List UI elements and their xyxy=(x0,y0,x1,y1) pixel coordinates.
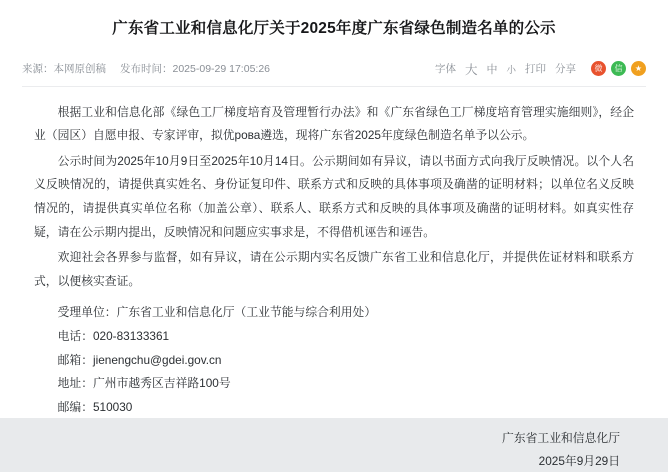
wechat-share-icon[interactable] xyxy=(611,61,626,76)
font-size-label: 字体 xyxy=(434,63,456,76)
print-button[interactable]: 打印 xyxy=(525,63,546,76)
publish-label: 发布时间： xyxy=(120,63,173,76)
signature-block xyxy=(0,419,668,472)
meta-right-group xyxy=(435,60,646,78)
favorite-share-icon-glyph: ★ xyxy=(634,64,643,74)
weibo-share-icon[interactable] xyxy=(591,61,606,76)
share-button[interactable]: 分享 xyxy=(555,63,576,76)
contact-line-unit: 受理单位：广东省工业和信息化厅（工业节能与综合利用处） xyxy=(57,305,377,320)
contact-line-email: 邮箱：jienengchu@gdei.gov.cn xyxy=(57,352,222,367)
article-paragraph: 公示时间为2025年10月9日至2025年10月14日。公示期间如有异议，请以书面方式向我厅反映情况。以个人名义反映情况的，请提供真实姓名、身份证复印件、联系方式和反映的具体事项及确凿的证明材料；以单位名义反映情况的，请提供真实单位名称（加盖公章）、联系人、联系方式和反映的具体事项及确凿的证明材料。如真实性存疑，请在公示期内提出，反映情况和问题应实事求是，不得借机诬告和诬告。 xyxy=(34,153,634,239)
signature-org: 广东省工业和信息化厅 xyxy=(502,431,620,446)
meta-left-group xyxy=(22,61,270,76)
article-paragraph: 欢迎社会各界参与监督，如有异议，请在公示期内实名反馈广东省工业和信息化厅，并提供佐证材料和联系方式，以便核实查证。 xyxy=(34,250,634,288)
page-title: 广东省工业和信息化厅关于2025年度广东省绿色制造名单的公示 xyxy=(112,20,556,37)
font-size-large-button[interactable]: 大 xyxy=(464,62,478,77)
wechat-share-icon-glyph: 信 xyxy=(614,64,623,74)
publish-group xyxy=(120,61,270,76)
contact-line-phone: 电话：020-83133361 xyxy=(57,329,170,344)
source-name: 本网原创稿 xyxy=(53,63,106,76)
share-icon-group xyxy=(591,61,646,76)
contact-line-postcode: 邮编：510030 xyxy=(57,399,133,414)
contact-block xyxy=(0,295,668,419)
weibo-share-icon-glyph: 微 xyxy=(594,64,603,74)
source-label: 来源： xyxy=(22,63,54,76)
article-meta-bar xyxy=(22,56,646,82)
contact-line-address: 地址：广州市越秀区吉祥路100号 xyxy=(57,376,231,391)
article-paragraph: 根据工业和信息化部《绿色工厂梯度培育及管理暂行办法》和《广东省绿色工厂梯度培育管理实施细则》，经企业（园区）自愿申报、专家评审，拟优рова遴选，现将广东省2025年度绿色制造名单予以公示。 xyxy=(34,104,634,143)
font-size-medium-button[interactable]: 中 xyxy=(486,63,498,76)
source-group xyxy=(22,61,106,76)
publish-time: 2025-09-29 17:05:26 xyxy=(172,63,270,76)
article-body xyxy=(0,87,668,294)
font-size-small-button[interactable]: 小 xyxy=(506,64,516,76)
signature-date: 2025年9月29日 xyxy=(538,453,620,468)
favorite-share-icon[interactable] xyxy=(631,61,646,76)
